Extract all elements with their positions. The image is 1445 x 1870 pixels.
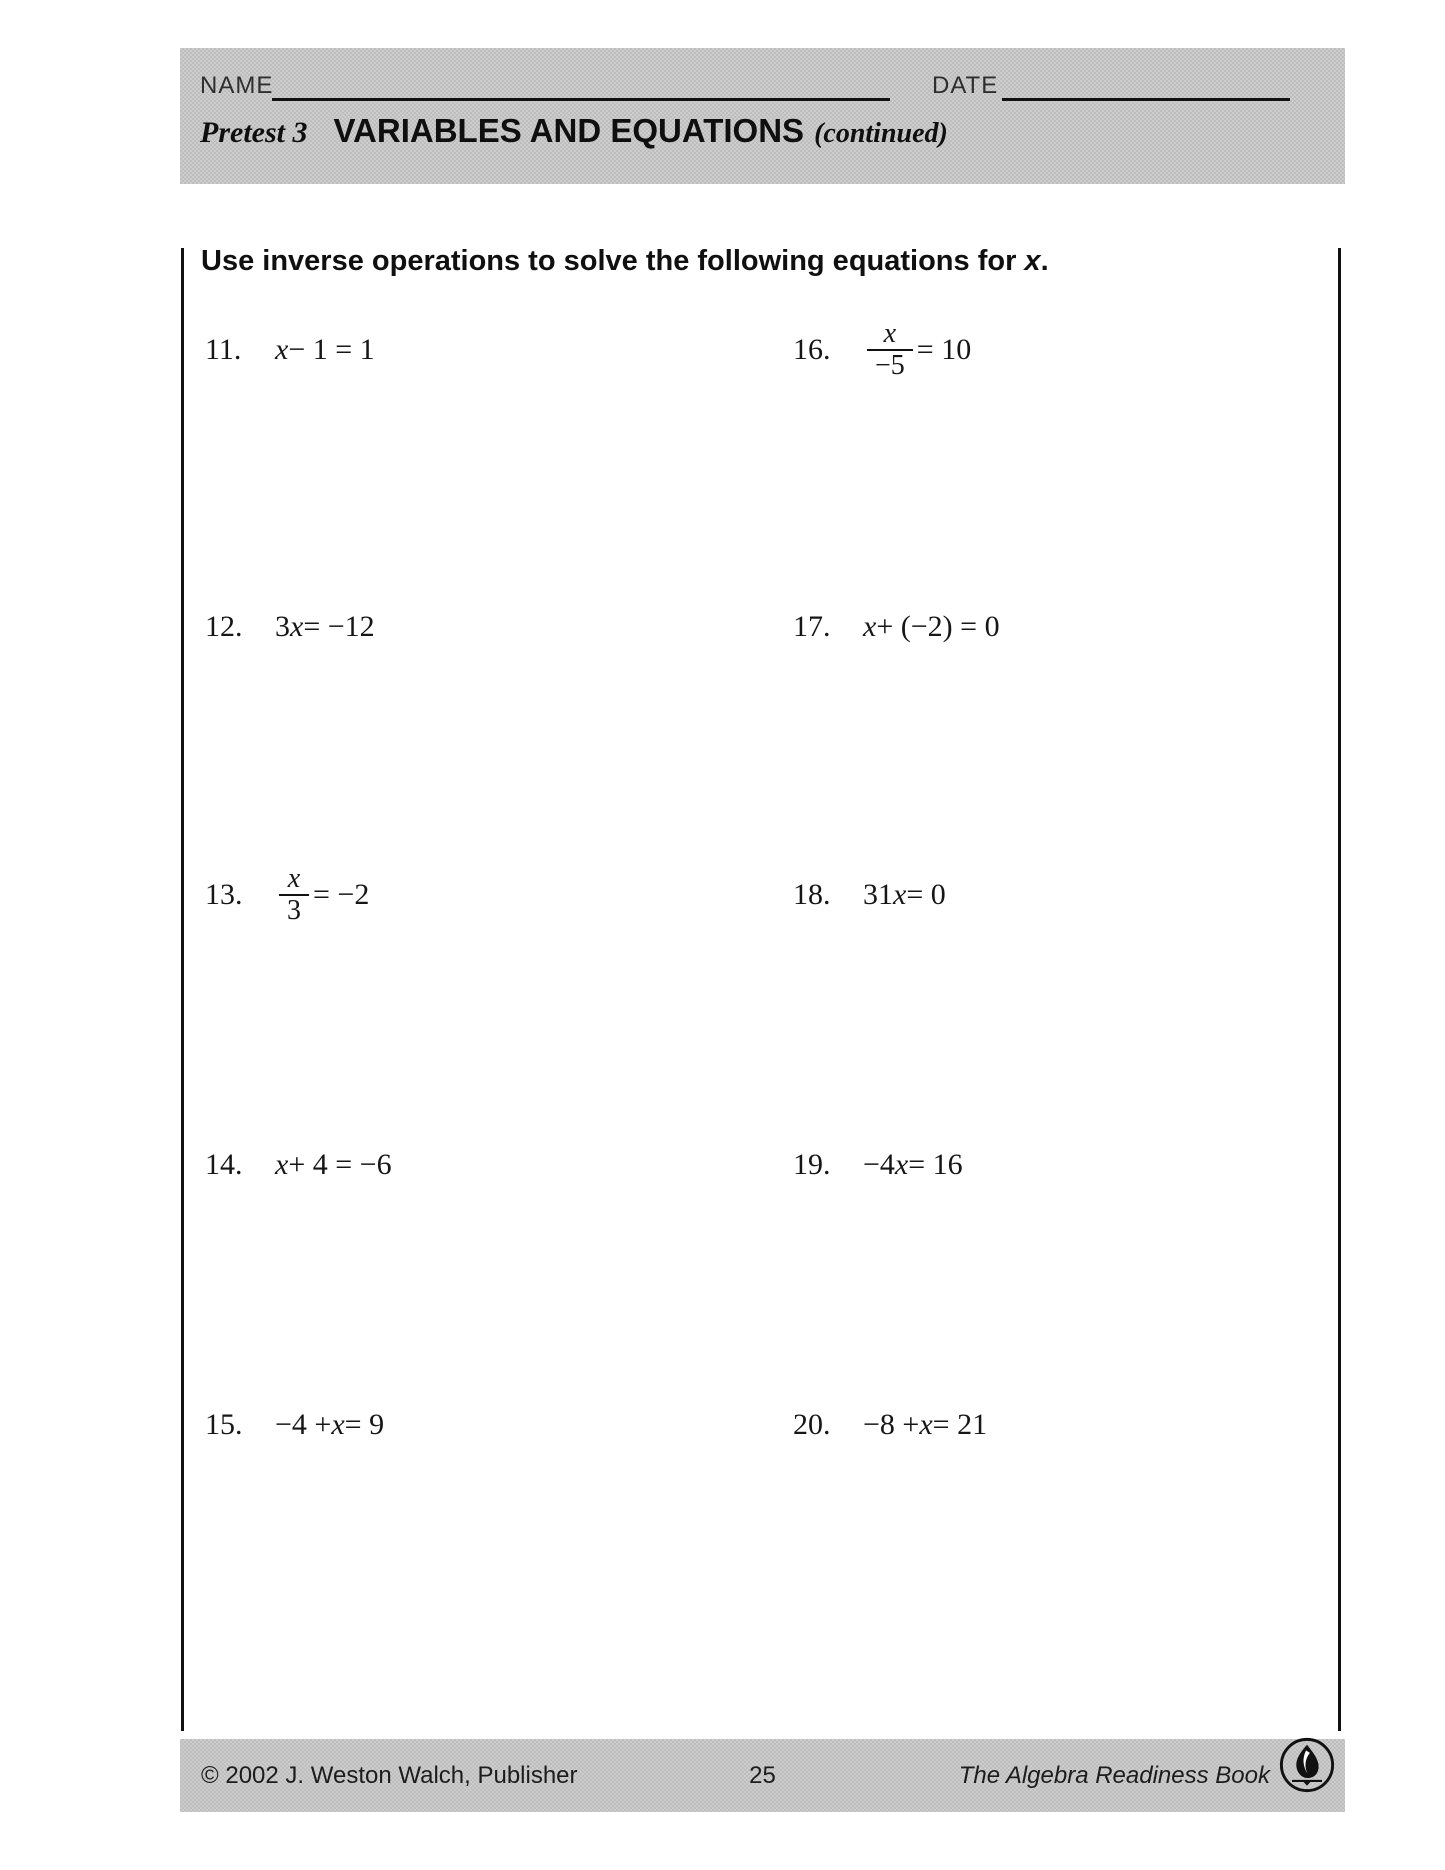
problem-item <box>793 577 1000 677</box>
equation-variable: x <box>894 1148 909 1181</box>
instruction-text <box>201 245 1049 278</box>
problem-item <box>205 300 375 400</box>
problem-item <box>793 1375 987 1475</box>
instruction-prefix: Use inverse operations to solve the following equations for <box>201 245 1025 277</box>
problem-equation <box>275 1148 392 1182</box>
problem-item <box>793 845 946 945</box>
problem-number: 17. <box>793 610 831 643</box>
footer-book-title: The Algebra Readiness Book <box>958 1761 1270 1789</box>
equation-variable: x <box>290 610 304 643</box>
problem-number: 20. <box>793 1408 831 1441</box>
problem-equation <box>863 1408 987 1442</box>
problem-item <box>793 1115 963 1215</box>
problem-number: 15. <box>205 1408 243 1441</box>
footer-page-number: 25 <box>749 1761 776 1789</box>
equation-text: −4 <box>863 1148 895 1181</box>
problem-number: 16. <box>793 333 831 366</box>
equation-text: = −2 <box>313 878 370 911</box>
equation-text: = 9 <box>344 1408 385 1441</box>
problem-item <box>205 845 369 945</box>
problem-equation <box>863 319 971 381</box>
equation-text: = 16 <box>908 1148 963 1181</box>
equation-text: + 4 = −6 <box>288 1148 392 1181</box>
problem-item <box>205 1375 384 1475</box>
worksheet-title: VARIABLES AND EQUATIONS <box>333 112 805 149</box>
problem-number: 11. <box>205 333 242 366</box>
title-row <box>200 112 1320 150</box>
name-label: NAME <box>200 72 274 99</box>
problem-equation <box>863 610 1000 644</box>
left-margin-rule <box>181 248 184 1731</box>
equation-text: = 0 <box>906 878 946 911</box>
equation-text: 3 <box>275 610 290 643</box>
fraction-numerator: x <box>287 862 301 894</box>
problem-equation <box>863 1148 963 1182</box>
right-margin-rule <box>1338 248 1341 1731</box>
name-blank-line <box>272 72 890 101</box>
equation-text: − 1 = 1 <box>288 333 375 366</box>
equation-variable: x <box>275 333 289 366</box>
date-blank-line <box>1002 72 1290 101</box>
problem-item <box>793 300 971 400</box>
problem-number: 19. <box>793 1148 831 1181</box>
equation-text: 31 <box>863 878 893 911</box>
equation-text: −8 + <box>863 1408 920 1441</box>
instruction-suffix: . <box>1040 245 1049 277</box>
problem-number: 13. <box>205 878 243 911</box>
equation-text: = 10 <box>916 333 972 366</box>
equation-text: = −12 <box>303 610 375 643</box>
instruction-variable: x <box>1024 245 1041 277</box>
problem-equation <box>863 878 946 912</box>
problem-equation <box>275 864 369 926</box>
problem-item <box>205 577 375 677</box>
fraction <box>867 319 913 381</box>
pretest-number-label: Pretest 3 <box>200 116 308 149</box>
equation-variable: x <box>919 1408 933 1441</box>
problem-equation <box>275 610 375 644</box>
fraction <box>279 864 309 926</box>
equation-text: −4 + <box>275 1408 332 1441</box>
problem-item <box>205 1115 392 1215</box>
equation-variable: x <box>275 1148 289 1181</box>
header-band <box>180 48 1345 184</box>
equation-text: = 21 <box>932 1408 988 1441</box>
date-label: DATE <box>932 72 999 99</box>
equation-text: + (−2) = 0 <box>876 610 1000 643</box>
fraction-denominator: 3 <box>279 894 309 926</box>
fraction-numerator: x <box>883 317 897 349</box>
equation-variable: x <box>893 878 907 911</box>
fraction-denominator: −5 <box>867 349 913 381</box>
problem-equation <box>275 333 375 367</box>
problem-number: 12. <box>205 610 243 643</box>
equation-variable: x <box>863 610 877 643</box>
equation-variable: x <box>331 1408 345 1441</box>
footer-copyright: © 2002 J. Weston Walch, Publisher <box>201 1761 578 1789</box>
continued-label: (continued) <box>814 118 948 149</box>
problem-number: 14. <box>205 1148 243 1181</box>
walch-flame-logo-icon <box>1278 1736 1336 1794</box>
problem-number: 18. <box>793 878 831 911</box>
problem-equation <box>275 1408 384 1442</box>
